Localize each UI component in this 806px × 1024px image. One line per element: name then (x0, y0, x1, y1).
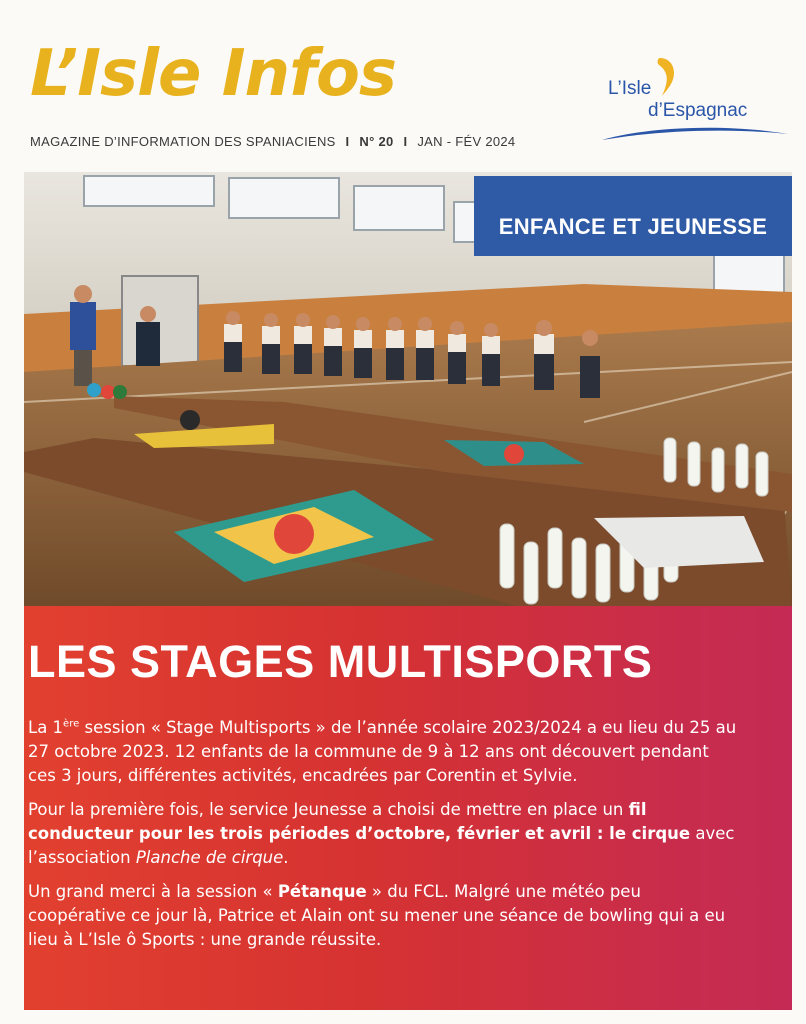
article-body (28, 716, 740, 962)
logo-mark-icon (654, 56, 680, 100)
paragraph-1 (28, 716, 740, 788)
text-run: Pour la première fois, le service Jeunesse a choisi de mettre en place un (28, 800, 629, 819)
section-label: ENFANCE ET JEUNESSE (498, 214, 768, 239)
logo-text-line1: L’Isle (608, 78, 652, 99)
text-run: . (283, 848, 289, 867)
town-logo (600, 56, 790, 148)
paragraph-3 (28, 880, 740, 952)
bold-run: Pétanque (277, 882, 367, 901)
magazine-title: L’Isle Infos (30, 37, 396, 111)
bold-run: fil conducteur pour les trois périodes d’octobre, février et avril : le cirque (28, 800, 691, 843)
separator: I (403, 134, 408, 149)
logo-swoosh-icon (600, 122, 790, 144)
separator: I (345, 134, 350, 149)
article-title: LES STAGES MULTISPORTS (28, 636, 653, 687)
text-run: » du FCL. Malgré une météo peu coopérative ce jour là, Patrice et Alain ont su mener une séance de bowling qui a eu lieu à L’Isle ô Sports : une grande réussite. (28, 882, 726, 949)
text-run: Un grand merci à la session « (28, 882, 278, 901)
text-run: session « Stage Multisports » de l’année scolaire 2023/2024 a eu lieu du 25 au 27 octobre 2023. 12 enfants de la commune de 9 à 12 ans ont découvert pendant ces 3 jours, différentes activités, encadrées par Corentin et Sylvie. (28, 718, 737, 785)
article-panel (24, 606, 792, 1010)
magazine-subtitle-bar (30, 134, 515, 149)
paragraph-2 (28, 798, 740, 870)
ordinal-superscript: ère (63, 718, 80, 730)
text-run: La 1 (28, 718, 64, 737)
logo-text-line2: d’Espagnac (648, 100, 748, 121)
text-run: avec l’association (28, 824, 735, 867)
section-banner (474, 176, 792, 256)
issue-number: N° 20 (359, 134, 394, 149)
magazine-subtitle: MAGAZINE D’INFORMATION DES SPANIACIENS (30, 134, 336, 149)
italic-run: Planche de cirque (135, 848, 284, 867)
issue-period: JAN - FÉV 2024 (417, 134, 516, 149)
